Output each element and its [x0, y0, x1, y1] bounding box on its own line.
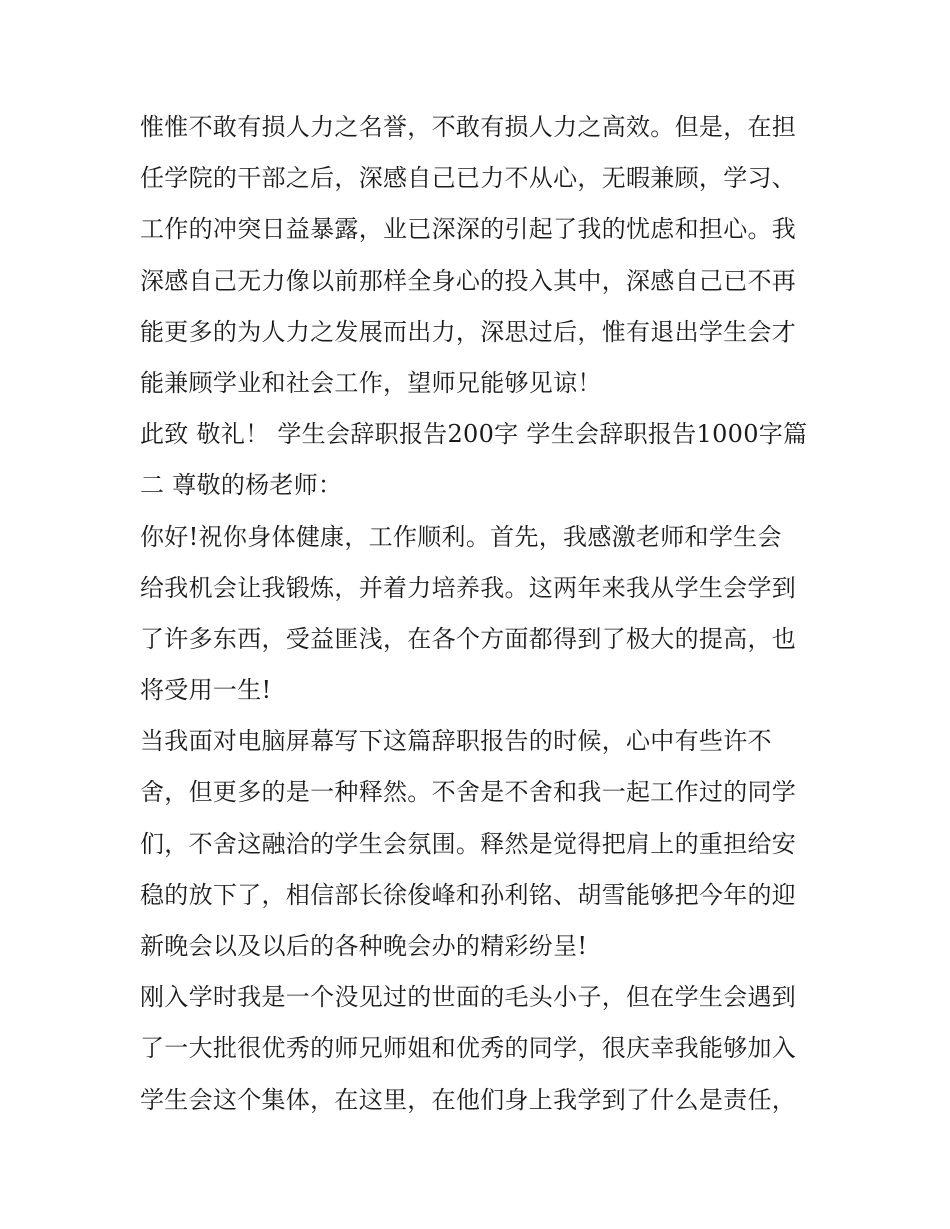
- text-line: 二 尊敬的杨老师：: [140, 471, 343, 500]
- text-line: 能兼顾学业和社会工作，望师兄能够见谅！: [140, 368, 602, 397]
- text-line: 惟惟不敢有损人力之名誉，不敢有损人力之高效。但是，在担: [140, 113, 797, 141]
- text-line: 刚入学时我是一个没见过的世面的毛头小子，但在学生会遇到: [140, 983, 797, 1012]
- text-line: 任学院的干部之后，深感自己已力不从心，无暇兼顾，学习、: [140, 164, 797, 193]
- document-body: [140, 102, 812, 1126]
- text-line: 舍，但更多的是一种释然。不舍是不舍和我一起工作过的同学: [140, 778, 797, 807]
- text-line: 将受用一生!: [140, 676, 272, 705]
- text-line: 深感自己无力像以前那样全身心的投入其中，深感自己已不再: [140, 266, 797, 295]
- text-line: 稳的放下了，相信部长徐俊峰和孙利铭、胡雪能够把今年的迎: [140, 880, 797, 909]
- text-line: 当我面对电脑屏幕写下这篇辞职报告的时候，心中有些许不: [140, 727, 772, 756]
- text-line: 你好!祝你身体健康，工作顺利。首先，我感激老师和学生会: [140, 522, 782, 551]
- text-line: 能更多的为人力之发展而出力，深思过后，惟有退出学生会才: [140, 317, 797, 346]
- text-line: 学生会这个集体，在这里，在他们身上我学到了什么是责任，: [140, 1085, 797, 1114]
- text-line: 此致 敬礼！ 学生会辞职报告200字 学生会辞职报告1000字篇: [140, 420, 808, 449]
- text-line: 们，不舍这融洽的学生会氛围。释然是觉得把肩上的重担给安: [140, 829, 797, 858]
- text-line: 给我机会让我锻炼，并着力培养我。这两年来我从学生会学到: [140, 573, 797, 602]
- text-line: 工作的冲突日益暴露，业已深深的引起了我的忧虑和担心。我: [140, 215, 797, 244]
- text-line: 了许多东西，受益匪浅，在各个方面都得到了极大的提高，也: [140, 624, 797, 653]
- text-line: 新晚会以及以后的各种晚会办的精彩纷呈!: [140, 932, 588, 960]
- text-line: 了一大批很优秀的师兄师姐和优秀的同学，很庆幸我能够加入: [140, 1034, 797, 1063]
